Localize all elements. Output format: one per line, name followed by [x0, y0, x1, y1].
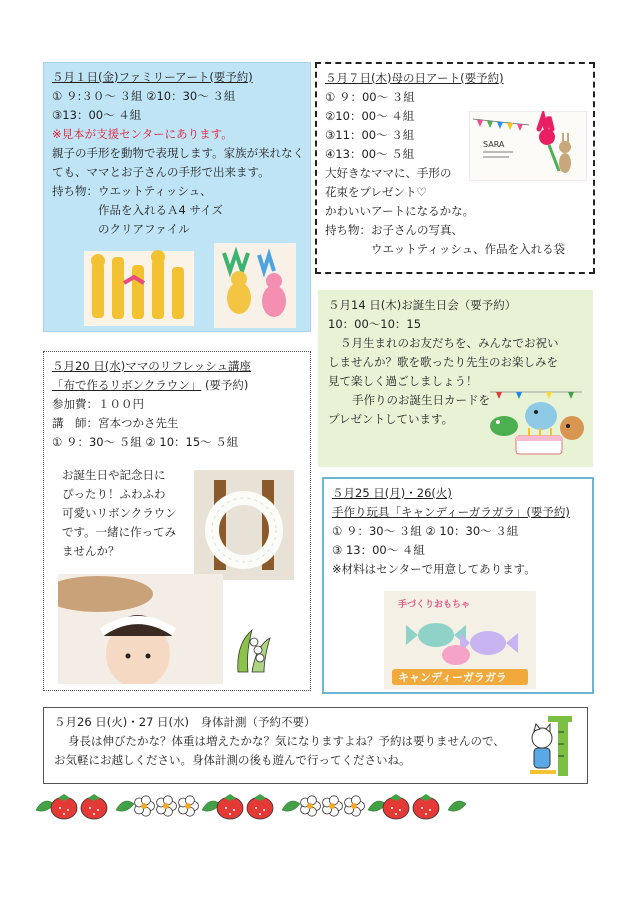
family-art-sessions-2: ③13：00～ ４組	[52, 108, 142, 122]
birthday-desc-2: しませんか？歌を歌ったり先生のお楽しみを	[328, 355, 558, 369]
birthday-time: 10：00～10：15	[328, 317, 422, 331]
mothers-day-desc-1: 大好きなママに、手形の	[325, 166, 452, 180]
refresh-sessions: ① ９：30～ ５組 ② 10：15～ ５組	[52, 435, 239, 449]
candy-sessions-2: ③ 13：00～ ４組	[332, 543, 425, 557]
flower-icon	[157, 796, 177, 816]
flower-icon	[323, 796, 343, 816]
flower-icon	[345, 796, 365, 816]
mothers-day-desc-3: かわいいアートになるかな。	[325, 204, 475, 218]
flower-icon	[301, 796, 321, 816]
family-art-bring-3: のクリアファイル	[98, 222, 190, 236]
measure-desc-2: お気軽にお越しください。身体計測の後も遊んで行ってくださいね。	[54, 753, 411, 767]
refresh-fee: 参加費：１００円	[52, 397, 144, 411]
birthday-animals-image	[486, 386, 588, 460]
birthday-desc-5: プレゼントしています。	[328, 412, 454, 426]
handprint-bouquet-card-image	[469, 111, 587, 181]
family-art-desc-1: 親子の手形を動物で表現します。家族が来れなく	[52, 146, 305, 160]
birthday-section	[318, 290, 593, 467]
birthday-desc-1: ５月生まれのお友だちを、みんなでお祝い	[340, 336, 559, 350]
candy-rattle-photo	[384, 591, 536, 689]
family-art-title: ５月１日(金)ファミリーアート(要予約)	[52, 70, 253, 84]
child-with-crown-photo	[58, 574, 223, 684]
ribbon-crown-photo	[194, 470, 294, 580]
candy-rattle-section	[322, 477, 594, 694]
refresh-desc-1: お誕生日や記念日に	[62, 468, 166, 482]
candy-note: ※材料はセンターで用意してあります。	[332, 562, 536, 576]
strawberry-icon	[217, 794, 243, 819]
mothers-day-session-4: ④13：00～ ５組	[325, 147, 415, 161]
measure-desc-1: 身長は伸びたかな？体重は増えたかな？気になりますよね？予約は要りませんので、	[68, 734, 505, 748]
svg-text:SARA: SARA	[483, 140, 505, 149]
family-art-note: ※見本が支援センターにあります。	[52, 127, 233, 141]
refresh-desc-4: です。一緒に作ってみ	[62, 525, 177, 539]
candy-sessions-1: ① ９：30～ ３組 ② 10：30～ ３組	[332, 524, 519, 538]
strawberry-flower-border	[36, 790, 596, 822]
svg-text:キャンディーガラガラ: キャンディーガラガラ	[398, 671, 507, 684]
strawberry-icon	[51, 794, 77, 819]
refresh-subtitle-note: (要予約)	[204, 378, 249, 392]
candy-subtitle: 手作り玩具「キャンディーガラガラ」(要予約)	[332, 505, 570, 519]
height-chart-cat-icon	[522, 714, 576, 778]
handprint-animals-image	[84, 243, 299, 328]
svg-text:手づくりおもちゃ: 手づくりおもちゃ	[398, 600, 471, 610]
flower-icon	[179, 796, 199, 816]
refresh-title: ５月20 日(水)ママのリフレッシュ講座	[52, 359, 251, 373]
mothers-day-section	[315, 62, 595, 274]
flower-icon	[135, 796, 155, 816]
family-art-section	[43, 62, 311, 332]
refresh-desc-2: ぴったり！ふわふわ	[62, 487, 166, 501]
refresh-desc-3: 可愛いリボンクラウン	[62, 506, 177, 520]
measure-title: ５月26 日(火)・27 日(水) 身体計測（予約不要）	[54, 715, 316, 729]
birthday-desc-4: 手作りのお誕生日カードを	[352, 393, 490, 407]
strawberry-icon	[383, 794, 409, 819]
family-art-bring-1: 持ち物：ウエットティッシュ、	[52, 184, 212, 198]
strawberry-icon	[413, 794, 439, 819]
birthday-title: ５月14 日(木)お誕生日会（要予約）	[328, 298, 517, 312]
family-art-desc-2: ても、ママとお子さんの手形で出来ます。	[52, 165, 270, 179]
leaf-icon	[116, 801, 134, 811]
lily-of-the-valley-icon	[230, 624, 274, 674]
refresh-desc-5: ませんか？	[62, 544, 120, 558]
birthday-desc-3: 見て楽しく過ごしましょう！	[328, 374, 478, 388]
mothers-day-bring-1: 持ち物：お子さんの写真、	[325, 223, 463, 237]
strawberry-icon	[81, 794, 107, 819]
mothers-day-title: ５月７日(木)母の日アート(要予約)	[325, 71, 504, 85]
refresh-subtitle: 「布で作るリボンクラウン」	[52, 378, 202, 392]
refresh-section	[43, 351, 311, 691]
candy-title: ５月25 日(月)・26(火)	[332, 486, 452, 500]
mothers-day-session-2: ②10：00～ ４組	[325, 109, 415, 123]
mothers-day-session-1: ① ９：00～ ３組	[325, 90, 415, 104]
family-art-bring-2: 作品を入れるＡ4 サイズ	[98, 203, 224, 217]
refresh-teacher: 講 師：宮本つかさ先生	[52, 416, 179, 430]
family-art-sessions-1: ① ９:３０～ ３組 ②10：30～ ３組	[52, 89, 236, 103]
body-measurement-section	[43, 707, 588, 784]
strawberry-icon	[247, 794, 273, 819]
mothers-day-desc-2: 花束をプレゼント♡	[325, 185, 427, 199]
leaf-icon	[448, 801, 466, 811]
mothers-day-bring-2: ウエットティッシュ、作品を入れる袋	[371, 242, 566, 256]
mothers-day-session-3: ③11：00～ ３組	[325, 128, 415, 142]
leaf-icon	[282, 801, 300, 811]
